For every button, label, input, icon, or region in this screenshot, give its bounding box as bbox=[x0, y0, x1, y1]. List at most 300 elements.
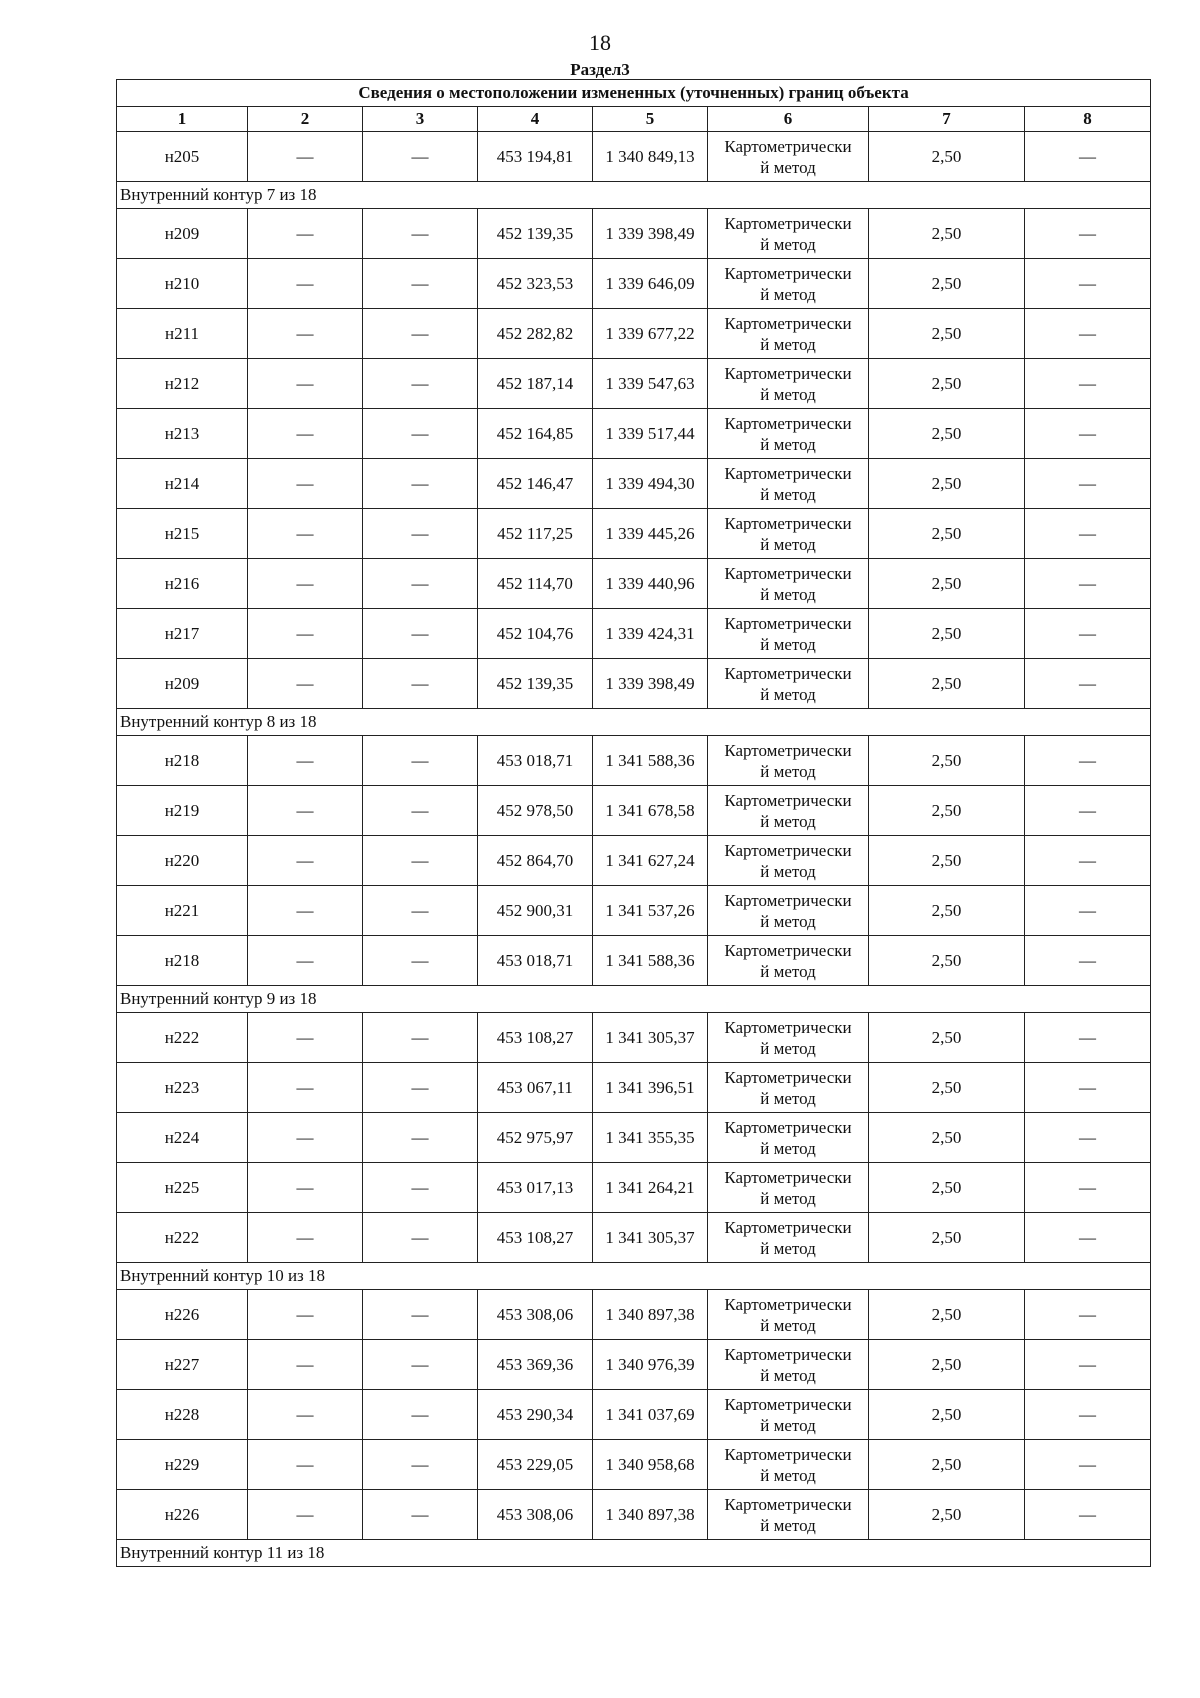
point-name: н209 bbox=[117, 209, 248, 259]
accuracy-value: 2,50 bbox=[869, 936, 1025, 986]
table-row bbox=[117, 1163, 1151, 1213]
method-text: й метод bbox=[760, 1515, 816, 1535]
coordinate-y: 1 339 547,63 bbox=[593, 359, 708, 409]
col3-value: — bbox=[363, 309, 478, 359]
table-row bbox=[117, 659, 1151, 709]
col8-value: — bbox=[1025, 1063, 1151, 1113]
coordinate-y: 1 339 646,09 bbox=[593, 259, 708, 309]
col3-value: — bbox=[363, 886, 478, 936]
accuracy-value: 2,50 bbox=[869, 1290, 1025, 1340]
method-text: й метод bbox=[760, 584, 816, 604]
coordinate-x: 452 978,50 bbox=[478, 786, 593, 836]
col2-value: — bbox=[248, 736, 363, 786]
method-text: Картометрически bbox=[724, 890, 852, 910]
table-row bbox=[117, 559, 1151, 609]
coordinate-x: 453 018,71 bbox=[478, 736, 593, 786]
coordinate-x: 453 290,34 bbox=[478, 1390, 593, 1440]
coordinate-x: 453 108,27 bbox=[478, 1213, 593, 1263]
table-row bbox=[117, 509, 1151, 559]
col2-value: — bbox=[248, 1013, 363, 1063]
col8-value: — bbox=[1025, 1340, 1151, 1390]
col3-value: — bbox=[363, 1063, 478, 1113]
col8-value: — bbox=[1025, 359, 1151, 409]
method-text: Картометрически bbox=[724, 413, 852, 433]
method-text: й метод bbox=[760, 1088, 816, 1108]
coordinate-y: 1 339 398,49 bbox=[593, 209, 708, 259]
method-text: Картометрически bbox=[724, 840, 852, 860]
col8-value: — bbox=[1025, 736, 1151, 786]
col8-value: — bbox=[1025, 559, 1151, 609]
table-row bbox=[117, 736, 1151, 786]
method-text: Картометрически bbox=[724, 313, 852, 333]
method-cell bbox=[708, 1390, 869, 1440]
method-text: Картометрически bbox=[724, 1394, 852, 1414]
column-number: 8 bbox=[1025, 107, 1151, 132]
coordinate-x: 452 114,70 bbox=[478, 559, 593, 609]
col3-value: — bbox=[363, 259, 478, 309]
method-text: й метод bbox=[760, 384, 816, 404]
table-row bbox=[117, 1290, 1151, 1340]
point-name: н217 bbox=[117, 609, 248, 659]
accuracy-value: 2,50 bbox=[869, 1490, 1025, 1540]
table-caption: Сведения о местоположении измененных (уточненных) границ объекта bbox=[117, 80, 1151, 107]
col2-value: — bbox=[248, 1063, 363, 1113]
column-number: 4 bbox=[478, 107, 593, 132]
table-row bbox=[117, 1440, 1151, 1490]
table-row bbox=[117, 609, 1151, 659]
contour-label: Внутренний контур 9 из 18 bbox=[117, 986, 1151, 1013]
col2-value: — bbox=[248, 1290, 363, 1340]
point-name: н221 bbox=[117, 886, 248, 936]
col2-value: — bbox=[248, 309, 363, 359]
method-text: й метод bbox=[760, 684, 816, 704]
method-text: Картометрически bbox=[724, 1117, 852, 1137]
coordinate-x: 453 017,13 bbox=[478, 1163, 593, 1213]
coordinate-y: 1 341 537,26 bbox=[593, 886, 708, 936]
col3-value: — bbox=[363, 1340, 478, 1390]
method-cell bbox=[708, 1163, 869, 1213]
col3-value: — bbox=[363, 1113, 478, 1163]
coordinate-y: 1 340 849,13 bbox=[593, 132, 708, 182]
method-text: й метод bbox=[760, 961, 816, 981]
boundary-table bbox=[116, 79, 1151, 1567]
accuracy-value: 2,50 bbox=[869, 409, 1025, 459]
point-name: н213 bbox=[117, 409, 248, 459]
table-row bbox=[117, 309, 1151, 359]
col8-value: — bbox=[1025, 1290, 1151, 1340]
accuracy-value: 2,50 bbox=[869, 836, 1025, 886]
col8-value: — bbox=[1025, 459, 1151, 509]
accuracy-value: 2,50 bbox=[869, 1013, 1025, 1063]
point-name: н205 bbox=[117, 132, 248, 182]
coordinate-x: 453 018,71 bbox=[478, 936, 593, 986]
table-row bbox=[117, 786, 1151, 836]
col8-value: — bbox=[1025, 1163, 1151, 1213]
col2-value: — bbox=[248, 1390, 363, 1440]
col2-value: — bbox=[248, 1490, 363, 1540]
coordinate-x: 452 187,14 bbox=[478, 359, 593, 409]
col2-value: — bbox=[248, 786, 363, 836]
method-cell bbox=[708, 132, 869, 182]
col3-value: — bbox=[363, 609, 478, 659]
method-text: Картометрически bbox=[724, 613, 852, 633]
coordinate-x: 452 139,35 bbox=[478, 209, 593, 259]
table-row bbox=[117, 1213, 1151, 1263]
column-number: 7 bbox=[869, 107, 1025, 132]
point-name: н226 bbox=[117, 1490, 248, 1540]
coordinate-x: 453 369,36 bbox=[478, 1340, 593, 1390]
accuracy-value: 2,50 bbox=[869, 609, 1025, 659]
method-text: й метод bbox=[760, 334, 816, 354]
col3-value: — bbox=[363, 736, 478, 786]
table-caption-row bbox=[117, 80, 1151, 107]
coordinate-y: 1 339 424,31 bbox=[593, 609, 708, 659]
coordinate-y: 1 341 305,37 bbox=[593, 1213, 708, 1263]
accuracy-value: 2,50 bbox=[869, 209, 1025, 259]
point-name: н218 bbox=[117, 936, 248, 986]
col2-value: — bbox=[248, 1113, 363, 1163]
method-text: Картометрически bbox=[724, 663, 852, 683]
method-text: Картометрически bbox=[724, 513, 852, 533]
column-number: 2 bbox=[248, 107, 363, 132]
method-cell bbox=[708, 359, 869, 409]
coordinate-x: 452 900,31 bbox=[478, 886, 593, 936]
point-name: н218 bbox=[117, 736, 248, 786]
accuracy-value: 2,50 bbox=[869, 886, 1025, 936]
accuracy-value: 2,50 bbox=[869, 659, 1025, 709]
contour-label: Внутренний контур 8 из 18 bbox=[117, 709, 1151, 736]
col2-value: — bbox=[248, 659, 363, 709]
method-cell bbox=[708, 936, 869, 986]
point-name: н222 bbox=[117, 1213, 248, 1263]
col8-value: — bbox=[1025, 1440, 1151, 1490]
coordinate-y: 1 339 440,96 bbox=[593, 559, 708, 609]
col8-value: — bbox=[1025, 1113, 1151, 1163]
method-text: й метод bbox=[760, 1365, 816, 1385]
col8-value: — bbox=[1025, 1390, 1151, 1440]
col3-value: — bbox=[363, 1490, 478, 1540]
point-name: н215 bbox=[117, 509, 248, 559]
method-cell bbox=[708, 736, 869, 786]
col3-value: — bbox=[363, 786, 478, 836]
contour-row bbox=[117, 986, 1151, 1013]
col3-value: — bbox=[363, 459, 478, 509]
coordinate-x: 452 117,25 bbox=[478, 509, 593, 559]
method-text: Картометрически bbox=[724, 790, 852, 810]
method-text: й метод bbox=[760, 1188, 816, 1208]
accuracy-value: 2,50 bbox=[869, 1340, 1025, 1390]
coordinate-x: 452 864,70 bbox=[478, 836, 593, 886]
col2-value: — bbox=[248, 1213, 363, 1263]
col3-value: — bbox=[363, 209, 478, 259]
coordinate-y: 1 339 517,44 bbox=[593, 409, 708, 459]
col3-value: — bbox=[363, 1440, 478, 1490]
accuracy-value: 2,50 bbox=[869, 1440, 1025, 1490]
col2-value: — bbox=[248, 409, 363, 459]
point-name: н222 bbox=[117, 1013, 248, 1063]
col3-value: — bbox=[363, 1213, 478, 1263]
coordinate-x: 452 104,76 bbox=[478, 609, 593, 659]
col3-value: — bbox=[363, 1290, 478, 1340]
column-number: 3 bbox=[363, 107, 478, 132]
method-cell bbox=[708, 459, 869, 509]
accuracy-value: 2,50 bbox=[869, 309, 1025, 359]
method-text: Картометрически bbox=[724, 463, 852, 483]
coordinate-x: 452 139,35 bbox=[478, 659, 593, 709]
col3-value: — bbox=[363, 509, 478, 559]
method-text: й метод bbox=[760, 1238, 816, 1258]
table-row bbox=[117, 1063, 1151, 1113]
table-row bbox=[117, 359, 1151, 409]
coordinate-x: 452 323,53 bbox=[478, 259, 593, 309]
col2-value: — bbox=[248, 509, 363, 559]
method-cell bbox=[708, 1290, 869, 1340]
table-row bbox=[117, 936, 1151, 986]
col8-value: — bbox=[1025, 509, 1151, 559]
method-text: й метод bbox=[760, 484, 816, 504]
coordinate-y: 1 341 355,35 bbox=[593, 1113, 708, 1163]
method-text: Картометрически bbox=[724, 940, 852, 960]
point-name: н226 bbox=[117, 1290, 248, 1340]
table-row bbox=[117, 259, 1151, 309]
col3-value: — bbox=[363, 836, 478, 886]
col3-value: — bbox=[363, 936, 478, 986]
method-cell bbox=[708, 309, 869, 359]
method-text: й метод bbox=[760, 157, 816, 177]
table-row bbox=[117, 132, 1151, 182]
method-text: Картометрически bbox=[724, 1217, 852, 1237]
point-name: н220 bbox=[117, 836, 248, 886]
method-cell bbox=[708, 1113, 869, 1163]
method-text: Картометрически bbox=[724, 1444, 852, 1464]
coordinate-y: 1 339 494,30 bbox=[593, 459, 708, 509]
method-text: Картометрически bbox=[724, 213, 852, 233]
col3-value: — bbox=[363, 659, 478, 709]
col2-value: — bbox=[248, 132, 363, 182]
contour-row bbox=[117, 182, 1151, 209]
method-text: Картометрически bbox=[724, 1494, 852, 1514]
method-text: Картометрически bbox=[724, 136, 852, 156]
method-text: й метод bbox=[760, 1315, 816, 1335]
method-text: Картометрически bbox=[724, 363, 852, 383]
accuracy-value: 2,50 bbox=[869, 459, 1025, 509]
col3-value: — bbox=[363, 132, 478, 182]
col3-value: — bbox=[363, 1163, 478, 1213]
method-cell bbox=[708, 509, 869, 559]
col2-value: — bbox=[248, 459, 363, 509]
table-row bbox=[117, 1390, 1151, 1440]
method-text: й метод bbox=[760, 234, 816, 254]
accuracy-value: 2,50 bbox=[869, 1163, 1025, 1213]
method-text: й метод bbox=[760, 761, 816, 781]
method-text: Картометрически bbox=[724, 1017, 852, 1037]
col8-value: — bbox=[1025, 1490, 1151, 1540]
col2-value: — bbox=[248, 886, 363, 936]
col8-value: — bbox=[1025, 259, 1151, 309]
col2-value: — bbox=[248, 259, 363, 309]
point-name: н219 bbox=[117, 786, 248, 836]
accuracy-value: 2,50 bbox=[869, 132, 1025, 182]
method-cell bbox=[708, 786, 869, 836]
method-text: Картометрически bbox=[724, 263, 852, 283]
column-number: 5 bbox=[593, 107, 708, 132]
method-cell bbox=[708, 559, 869, 609]
col2-value: — bbox=[248, 836, 363, 886]
accuracy-value: 2,50 bbox=[869, 259, 1025, 309]
method-text: й метод bbox=[760, 534, 816, 554]
method-text: Картометрически bbox=[724, 1344, 852, 1364]
coordinate-y: 1 339 677,22 bbox=[593, 309, 708, 359]
coordinate-x: 452 975,97 bbox=[478, 1113, 593, 1163]
section-title: Раздел3 bbox=[570, 60, 630, 79]
coordinate-y: 1 341 588,36 bbox=[593, 736, 708, 786]
point-name: н214 bbox=[117, 459, 248, 509]
method-text: й метод bbox=[760, 861, 816, 881]
col3-value: — bbox=[363, 409, 478, 459]
col8-value: — bbox=[1025, 1213, 1151, 1263]
col3-value: — bbox=[363, 559, 478, 609]
contour-label: Внутренний контур 10 из 18 bbox=[117, 1263, 1151, 1290]
point-name: н224 bbox=[117, 1113, 248, 1163]
method-text: й метод bbox=[760, 811, 816, 831]
accuracy-value: 2,50 bbox=[869, 1063, 1025, 1113]
method-cell bbox=[708, 659, 869, 709]
coordinate-x: 453 194,81 bbox=[478, 132, 593, 182]
col3-value: — bbox=[363, 1013, 478, 1063]
table-row bbox=[117, 1340, 1151, 1390]
coordinate-y: 1 341 264,21 bbox=[593, 1163, 708, 1213]
accuracy-value: 2,50 bbox=[869, 786, 1025, 836]
method-text: Картометрически bbox=[724, 1294, 852, 1314]
coordinate-x: 453 229,05 bbox=[478, 1440, 593, 1490]
method-text: Картометрически bbox=[724, 740, 852, 760]
coordinate-x: 453 308,06 bbox=[478, 1290, 593, 1340]
coordinate-y: 1 339 445,26 bbox=[593, 509, 708, 559]
coordinate-y: 1 339 398,49 bbox=[593, 659, 708, 709]
method-cell bbox=[708, 1440, 869, 1490]
table-row bbox=[117, 209, 1151, 259]
accuracy-value: 2,50 bbox=[869, 509, 1025, 559]
method-cell bbox=[708, 1490, 869, 1540]
table-body bbox=[117, 80, 1151, 1567]
accuracy-value: 2,50 bbox=[869, 359, 1025, 409]
col3-value: — bbox=[363, 359, 478, 409]
method-text: й метод bbox=[760, 1038, 816, 1058]
col8-value: — bbox=[1025, 132, 1151, 182]
point-name: н225 bbox=[117, 1163, 248, 1213]
coordinate-y: 1 341 678,58 bbox=[593, 786, 708, 836]
method-text: й метод bbox=[760, 284, 816, 304]
coordinate-y: 1 340 976,39 bbox=[593, 1340, 708, 1390]
table-row bbox=[117, 836, 1151, 886]
col8-value: — bbox=[1025, 836, 1151, 886]
coordinate-y: 1 341 037,69 bbox=[593, 1390, 708, 1440]
col2-value: — bbox=[248, 559, 363, 609]
table-row bbox=[117, 1490, 1151, 1540]
col8-value: — bbox=[1025, 409, 1151, 459]
coordinate-y: 1 341 627,24 bbox=[593, 836, 708, 886]
method-cell bbox=[708, 1213, 869, 1263]
coordinate-y: 1 340 958,68 bbox=[593, 1440, 708, 1490]
coordinate-x: 452 282,82 bbox=[478, 309, 593, 359]
col2-value: — bbox=[248, 209, 363, 259]
point-name: н223 bbox=[117, 1063, 248, 1113]
contour-row bbox=[117, 709, 1151, 736]
method-text: й метод bbox=[760, 1465, 816, 1485]
accuracy-value: 2,50 bbox=[869, 1390, 1025, 1440]
col8-value: — bbox=[1025, 936, 1151, 986]
accuracy-value: 2,50 bbox=[869, 1213, 1025, 1263]
col2-value: — bbox=[248, 609, 363, 659]
column-number: 6 bbox=[708, 107, 869, 132]
point-name: н209 bbox=[117, 659, 248, 709]
coordinate-y: 1 341 305,37 bbox=[593, 1013, 708, 1063]
page-number: 18 bbox=[589, 30, 611, 55]
point-name: н229 bbox=[117, 1440, 248, 1490]
col2-value: — bbox=[248, 936, 363, 986]
col8-value: — bbox=[1025, 609, 1151, 659]
method-cell bbox=[708, 1340, 869, 1390]
coordinate-y: 1 340 897,38 bbox=[593, 1290, 708, 1340]
coordinate-x: 452 164,85 bbox=[478, 409, 593, 459]
col2-value: — bbox=[248, 1440, 363, 1490]
contour-row bbox=[117, 1263, 1151, 1290]
method-text: Картометрически bbox=[724, 1067, 852, 1087]
table-row bbox=[117, 1113, 1151, 1163]
method-text: Картометрически bbox=[724, 1167, 852, 1187]
method-cell bbox=[708, 609, 869, 659]
coordinate-y: 1 340 897,38 bbox=[593, 1490, 708, 1540]
method-cell bbox=[708, 1063, 869, 1113]
table-row bbox=[117, 459, 1151, 509]
method-cell bbox=[708, 1013, 869, 1063]
col2-value: — bbox=[248, 1340, 363, 1390]
point-name: н227 bbox=[117, 1340, 248, 1390]
col8-value: — bbox=[1025, 309, 1151, 359]
coordinate-x: 453 108,27 bbox=[478, 1013, 593, 1063]
method-cell bbox=[708, 209, 869, 259]
accuracy-value: 2,50 bbox=[869, 1113, 1025, 1163]
method-cell bbox=[708, 409, 869, 459]
col8-value: — bbox=[1025, 886, 1151, 936]
method-text: й метод bbox=[760, 1138, 816, 1158]
col2-value: — bbox=[248, 359, 363, 409]
coordinate-x: 452 146,47 bbox=[478, 459, 593, 509]
table-row bbox=[117, 1013, 1151, 1063]
method-text: й метод bbox=[760, 1415, 816, 1435]
point-name: н228 bbox=[117, 1390, 248, 1440]
col8-value: — bbox=[1025, 209, 1151, 259]
col8-value: — bbox=[1025, 1013, 1151, 1063]
method-cell bbox=[708, 886, 869, 936]
coordinate-x: 453 067,11 bbox=[478, 1063, 593, 1113]
method-text: Картометрически bbox=[724, 563, 852, 583]
coordinate-x: 453 308,06 bbox=[478, 1490, 593, 1540]
point-name: н210 bbox=[117, 259, 248, 309]
accuracy-value: 2,50 bbox=[869, 559, 1025, 609]
col2-value: — bbox=[248, 1163, 363, 1213]
method-cell bbox=[708, 259, 869, 309]
coordinate-y: 1 341 396,51 bbox=[593, 1063, 708, 1113]
column-number: 1 bbox=[117, 107, 248, 132]
contour-label: Внутренний контур 11 из 18 bbox=[117, 1540, 1151, 1567]
point-name: н212 bbox=[117, 359, 248, 409]
method-cell bbox=[708, 836, 869, 886]
contour-label: Внутренний контур 7 из 18 bbox=[117, 182, 1151, 209]
method-text: й метод bbox=[760, 911, 816, 931]
col3-value: — bbox=[363, 1390, 478, 1440]
contour-row bbox=[117, 1540, 1151, 1567]
